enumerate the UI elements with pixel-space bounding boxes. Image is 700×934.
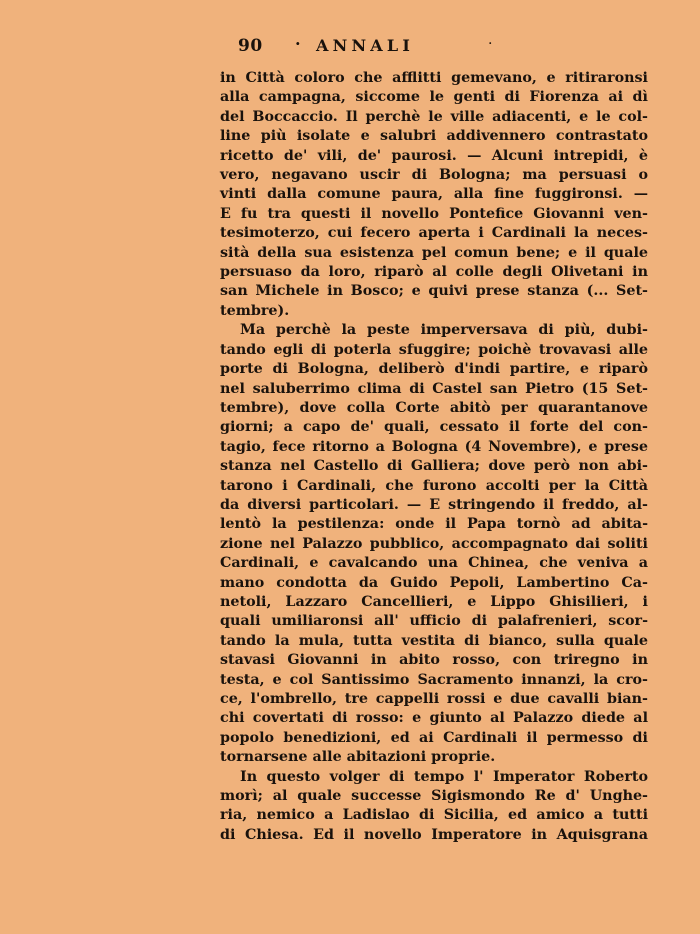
text-line: tagio, fece ritorno a Bologna (4 Novembre), e prese bbox=[220, 438, 648, 455]
text-line: lentò la pestilenza: onde il Papa tornò ad abita- bbox=[220, 516, 648, 533]
text-line: E fu tra questi il novello Pontefice Giovanni ven- bbox=[220, 205, 648, 222]
text-line: morì; al quale successe Sigismondo Re d' Unghe- bbox=[220, 788, 648, 805]
text-line: da diversi particolari. — E stringendo il freddo, al- bbox=[220, 496, 648, 513]
text-line: tarono i Cardinali, che furono accolti per la Città bbox=[220, 477, 648, 494]
text-line: ricetto de' vili, de' paurosi. — Alcuni intrepidi, è bbox=[220, 147, 648, 164]
page-number: 90 bbox=[238, 36, 263, 56]
text-line: quali umiliaronsi all' ufficio di palafrenieri, scor- bbox=[220, 613, 648, 630]
running-title: ANNALI bbox=[316, 36, 415, 55]
text-line: in Città coloro che afflitti gemevano, e ritiraronsi bbox=[220, 70, 648, 86]
text-line: vero, negavano uscir di Bologna; ma persuasi o bbox=[220, 167, 648, 184]
header-trailing-mark: . bbox=[488, 32, 493, 48]
text-line: chi covertati di rosso: e giunto al Palazzo diede al bbox=[220, 710, 648, 727]
text-line: stanza nel Castello di Galliera; dove però non abi- bbox=[220, 458, 648, 475]
text-line: di Chiesa. Ed il novello Imperatore in Aquisgrana bbox=[220, 826, 648, 843]
text-line: tembre). bbox=[220, 302, 290, 319]
text-line: del Boccaccio. Il perchè le ville adiacenti, e le col- bbox=[220, 108, 648, 125]
header-separator-dot: · bbox=[295, 34, 301, 53]
text-line: ria, nemico a Ladislao di Sicilia, ed amico a tutti bbox=[220, 807, 648, 824]
text-line: tornarsene alle abitazioni proprie. bbox=[220, 749, 496, 766]
text-line: nel saluberrimo clima di Castel san Pietro (15 Set- bbox=[220, 380, 648, 397]
text-line: san Michele in Bosco; e quivi prese stanza (... Set- bbox=[220, 283, 648, 300]
text-line: stavasi Giovanni in abito rosso, con triregno in bbox=[220, 652, 648, 669]
text-line: mano condotta da Guido Pepoli, Lambertino Ca- bbox=[220, 574, 648, 591]
text-line: tando la mula, tutta vestita di bianco, sulla quale bbox=[220, 632, 648, 649]
text-line: netoli, Lazzaro Cancellieri, e Lippo Ghisilieri, i bbox=[220, 593, 648, 610]
text-line: tesimoterzo, cui fecero aperta i Cardinali la neces- bbox=[220, 225, 648, 242]
text-line: Cardinali, e cavalcando una Chinea, che veniva a bbox=[220, 555, 648, 572]
text-line: tembre), dove colla Corte abitò per quarantanove bbox=[220, 399, 648, 416]
text-line: zione nel Palazzo pubblico, accompagnato dai soliti bbox=[220, 535, 648, 552]
body-text bbox=[220, 69, 648, 845]
page-header bbox=[238, 32, 498, 58]
text-line: alla campagna, siccome le genti di Fiorenza ai dì bbox=[220, 89, 648, 106]
text-line: vinti dalla comune paura, alla fine fuggironsi. — bbox=[220, 186, 648, 203]
text-line: line più isolate e salubri addivennero contrastato bbox=[220, 128, 648, 145]
text-line: Ma perchè la peste imperversava di più, dubi- bbox=[240, 322, 648, 339]
text-line: ce, l'ombrello, tre cappelli rossi e due cavalli bian- bbox=[220, 691, 648, 707]
text-line: In questo volger di tempo l' Imperator Roberto bbox=[240, 768, 648, 785]
text-line: persuaso da loro, riparò al colle degli Olivetani in bbox=[220, 264, 648, 281]
text-line: porte di Bologna, deliberò d'indi partire, e riparò bbox=[220, 361, 648, 378]
text-line: testa, e col Santissimo Sacramento innanzi, la cro- bbox=[220, 671, 648, 688]
text-line: giorni; a capo de' quali, cessato il forte del con- bbox=[220, 419, 648, 436]
text-line: sità della sua esistenza pel comun bene; e il quale bbox=[220, 244, 648, 261]
text-line: tando egli di poterla sfuggire; poichè trovavasi alle bbox=[220, 341, 648, 358]
text-line: popolo benedizioni, ed ai Cardinali il permesso di bbox=[220, 729, 648, 746]
